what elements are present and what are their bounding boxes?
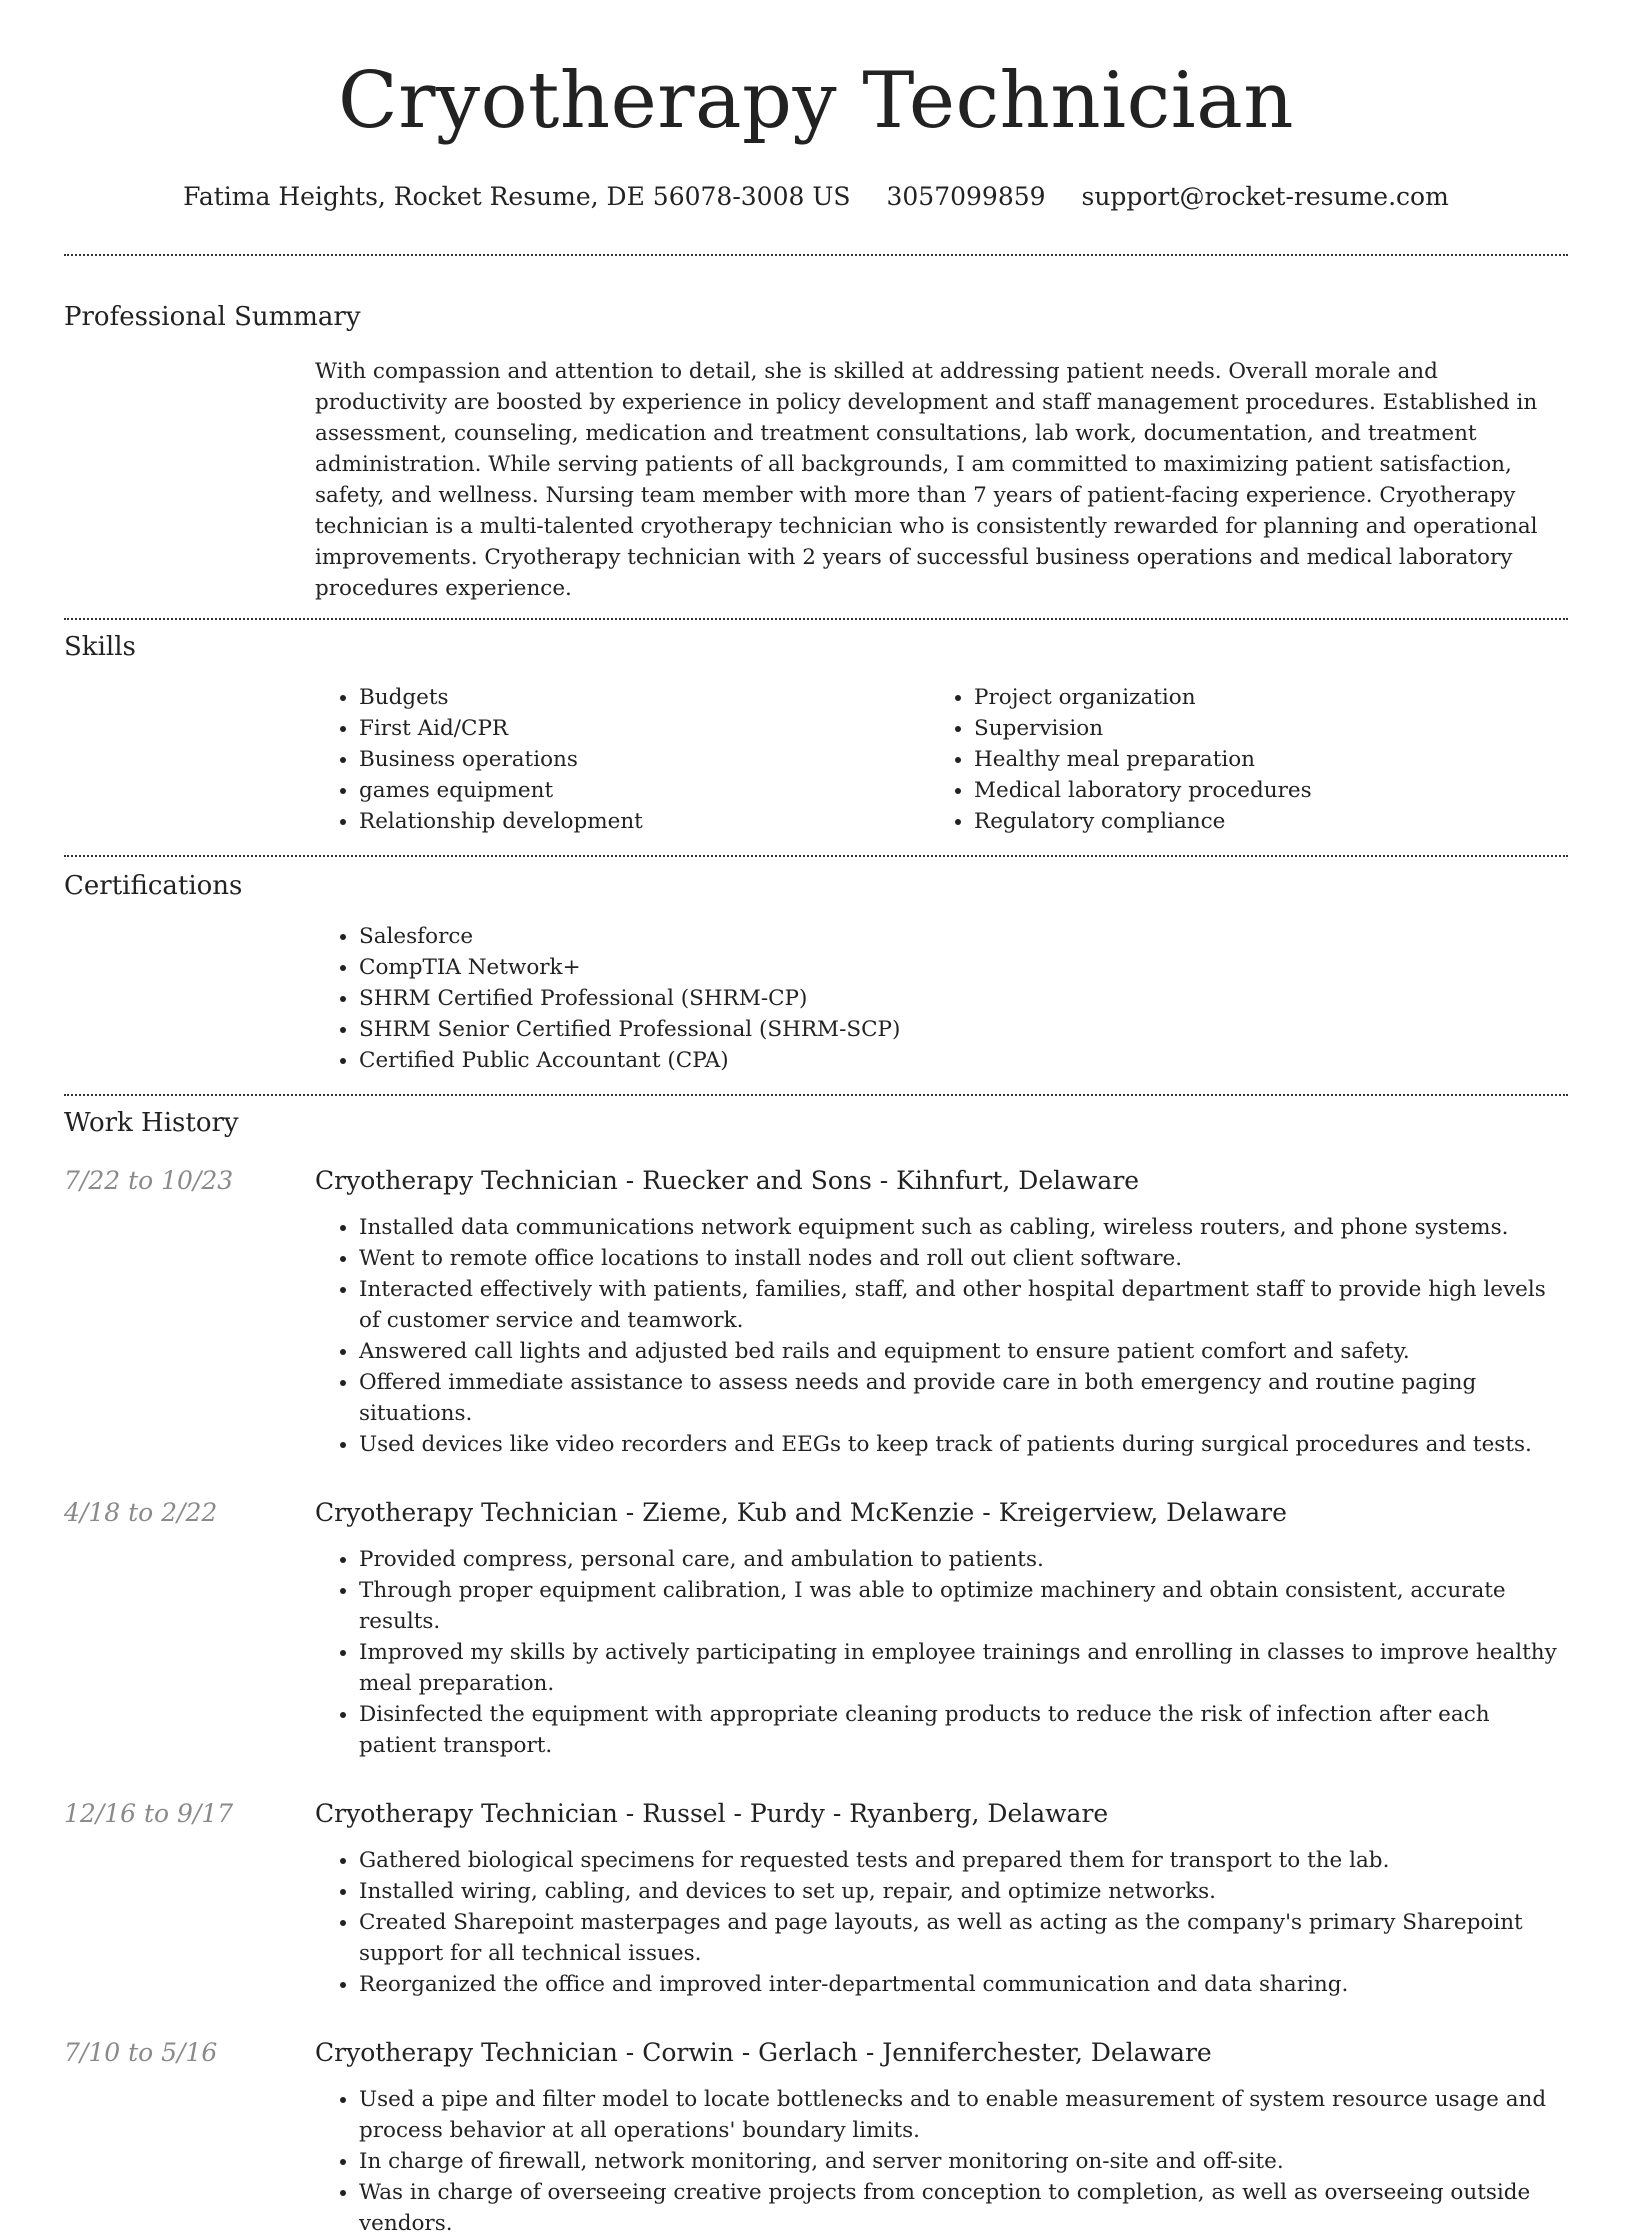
- job-heading: Cryotherapy Technician - Russel - Purdy - Ryanberg, Delaware: [315, 1799, 1109, 1828]
- certification-item: • Certified Public Accountant (CPA): [359, 1045, 1568, 1076]
- job-bullet: • Was in charge of overseeing creative projects from conception to completion, as well as overseeing outside vendors.: [359, 2177, 1568, 2239]
- job-bullet: • Through proper equipment calibration, I was able to optimize machinery and obtain consistent, accurate results.: [359, 1575, 1568, 1637]
- job-bullet: • Used a pipe and filter model to locate bottlenecks and to enable measurement of system resource usage and process behavior at all operations' boundary limits.: [359, 2084, 1568, 2146]
- skill-item: • Budgets: [359, 682, 930, 713]
- professional-summary-section: [64, 256, 1568, 618]
- job-bullet: • Interacted effectively with patients, families, staff, and other hospital department staff to provide high levels of customer service and teamwork.: [359, 1274, 1568, 1336]
- certification-item: • SHRM Senior Certified Professional (SHRM-SCP): [359, 1014, 1568, 1045]
- skill-item: • Business operations: [359, 744, 930, 775]
- job-bullet: • Gathered biological specimens for requested tests and prepared them for transport to the lab.: [359, 1845, 1568, 1876]
- skill-item: • First Aid/CPR: [359, 713, 930, 744]
- job-dates: 7/10 to 5/16: [64, 2038, 218, 2067]
- resume-name: Cryotherapy Technician: [338, 56, 1294, 146]
- skills-column-left: [315, 682, 930, 837]
- job-dates: 12/16 to 9/17: [64, 1799, 234, 1828]
- job-bullet: • Improved my skills by actively participating in employee trainings and enrolling in classes to improve healthy meal preparation.: [359, 1637, 1568, 1699]
- contact-email: support@rocket-resume.com: [1081, 182, 1449, 211]
- job-bullet: • Answered call lights and adjusted bed rails and equipment to ensure patient comfort and safety.: [359, 1336, 1568, 1367]
- job-entry: [64, 1797, 1568, 2000]
- skill-item: • Supervision: [974, 713, 1545, 744]
- job-bullet: • Created Sharepoint masterpages and page layouts, as well as acting as the company's primary Sharepoint support for all technical issues.: [359, 1907, 1568, 1969]
- skill-item: • games equipment: [359, 775, 930, 806]
- job-entry: [64, 2036, 1568, 2239]
- skills-column-right: [930, 682, 1545, 837]
- skill-item: • Medical laboratory procedures: [974, 775, 1545, 806]
- job-dates: 4/18 to 2/22: [64, 1498, 218, 1527]
- contact-phone: 3057099859: [886, 182, 1046, 211]
- job-bullet: • Installed wiring, cabling, and devices to set up, repair, and optimize networks.: [359, 1876, 1568, 1907]
- skill-item: • Healthy meal preparation: [974, 744, 1545, 775]
- section-title: Professional Summary: [64, 302, 361, 332]
- certification-item: • CompTIA Network+: [359, 952, 1568, 983]
- certifications-section: [64, 857, 1568, 1094]
- certification-item: • Salesforce: [359, 921, 1568, 952]
- job-bullet: • Provided compress, personal care, and ambulation to patients.: [359, 1544, 1568, 1575]
- summary-text: With compassion and attention to detail, she is skilled at addressing patient needs. Overall morale and productivity are boosted by experience in policy development and staff management procedures. Established in assessment, counseling, medication and treatment consultations, lab work, documentation, and treatment administration. While serving patients of all backgrounds, I am committed to maximizing patient satisfaction, safety, and wellness. Nursing team member with more than 7 years of patient-facing experience. Cryotherapy technician is a multi-talented cryotherapy technician who is consistently rewarded for planning and operational improvements. Cryotherapy technician with 2 years of successful business operations and medical laboratory procedures experience.: [315, 359, 1538, 601]
- job-entry: [64, 1496, 1568, 1761]
- certification-item: • SHRM Certified Professional (SHRM-CP): [359, 983, 1568, 1014]
- job-heading: Cryotherapy Technician - Corwin - Gerlach - Jenniferchester, Delaware: [315, 2038, 1212, 2067]
- job-bullet: • Disinfected the equipment with appropriate cleaning products to reduce the risk of infection after each patient transport.: [359, 1699, 1568, 1761]
- skill-item: • Project organization: [974, 682, 1545, 713]
- job-bullet: • Reorganized the office and improved inter-departmental communication and data sharing.: [359, 1969, 1568, 2000]
- contact-address: Fatima Heights, Rocket Resume, DE 56078-3008 US: [183, 182, 851, 211]
- section-title: Skills: [64, 632, 136, 662]
- job-heading: Cryotherapy Technician - Ruecker and Sons - Kihnfurt, Delaware: [315, 1166, 1140, 1195]
- job-entry: [64, 1164, 1568, 1460]
- job-bullet: • Offered immediate assistance to assess needs and provide care in both emergency and routine paging situations.: [359, 1367, 1568, 1429]
- skill-item: • Regulatory compliance: [974, 806, 1545, 837]
- job-bullet: • Installed data communications network equipment such as cabling, wireless routers, and phone systems.: [359, 1212, 1568, 1243]
- job-bullet: • Used devices like video recorders and EEGs to keep track of patients during surgical procedures and tests.: [359, 1429, 1568, 1460]
- section-title: Certifications: [64, 871, 243, 901]
- skills-section: [64, 620, 1568, 855]
- section-title: Work History: [64, 1108, 239, 1138]
- job-heading: Cryotherapy Technician - Zieme, Kub and McKenzie - Kreigerview, Delaware: [315, 1498, 1287, 1527]
- job-bullet: • In charge of firewall, network monitoring, and server monitoring on-site and off-site.: [359, 2146, 1568, 2177]
- job-bullet: • Went to remote office locations to install nodes and roll out client software.: [359, 1243, 1568, 1274]
- contact-line: [64, 180, 1568, 214]
- job-dates: 7/22 to 10/23: [64, 1166, 234, 1195]
- skill-item: • Relationship development: [359, 806, 930, 837]
- work-history-section: [64, 1096, 1568, 2239]
